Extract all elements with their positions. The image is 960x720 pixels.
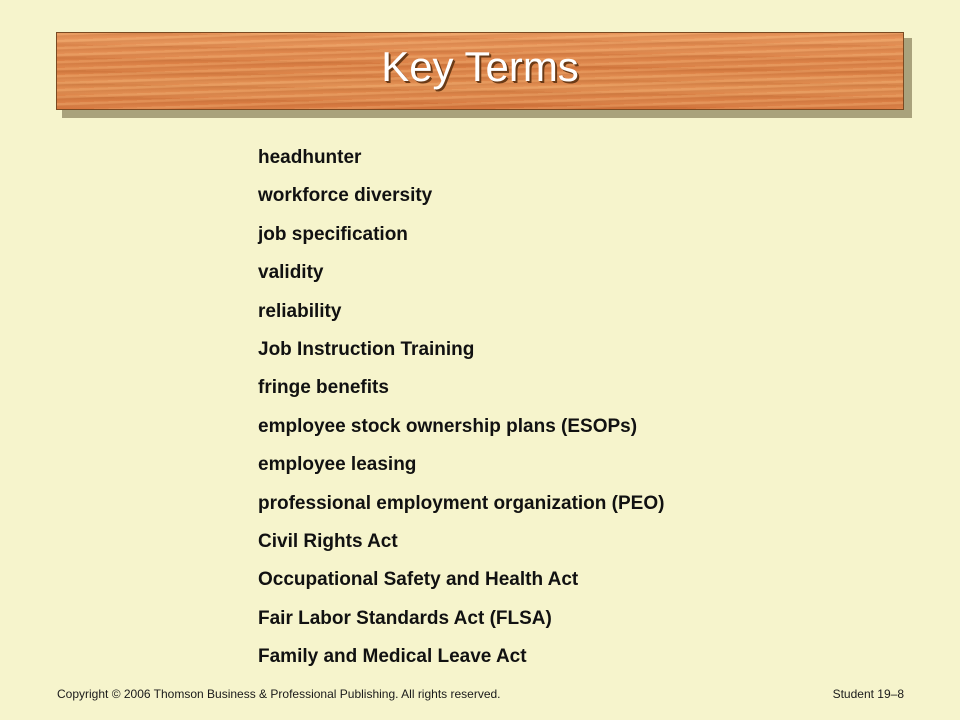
- term-item: Fair Labor Standards Act (FLSA): [258, 607, 552, 629]
- key-terms-list: [258, 145, 664, 682]
- term-item: employee leasing: [258, 454, 417, 476]
- slide-title: Key Terms: [381, 43, 579, 90]
- term-item: headhunter: [258, 147, 362, 168]
- term-item: workforce diversity: [258, 185, 433, 207]
- term-item: validity: [258, 262, 324, 284]
- term-item: Civil Rights Act: [258, 530, 398, 552]
- term-item: job specification: [258, 223, 408, 245]
- term-item: Occupational Safety and Health Act: [258, 569, 579, 591]
- copyright-notice: Copyright © 2006 Thomson Business & Professional Publishing. All rights reserved.: [57, 687, 501, 701]
- slide-page-label: Student 19–8: [832, 687, 904, 701]
- term-item: employee stock ownership plans (ESOPs): [258, 415, 638, 437]
- title-banner: [56, 32, 904, 110]
- term-item: professional employment organization (PEO): [258, 492, 665, 514]
- term-item: reliability: [258, 300, 342, 322]
- term-item: Family and Medical Leave Act: [258, 646, 527, 668]
- term-item: Job Instruction Training: [258, 338, 475, 360]
- term-item: fringe benefits: [258, 377, 389, 399]
